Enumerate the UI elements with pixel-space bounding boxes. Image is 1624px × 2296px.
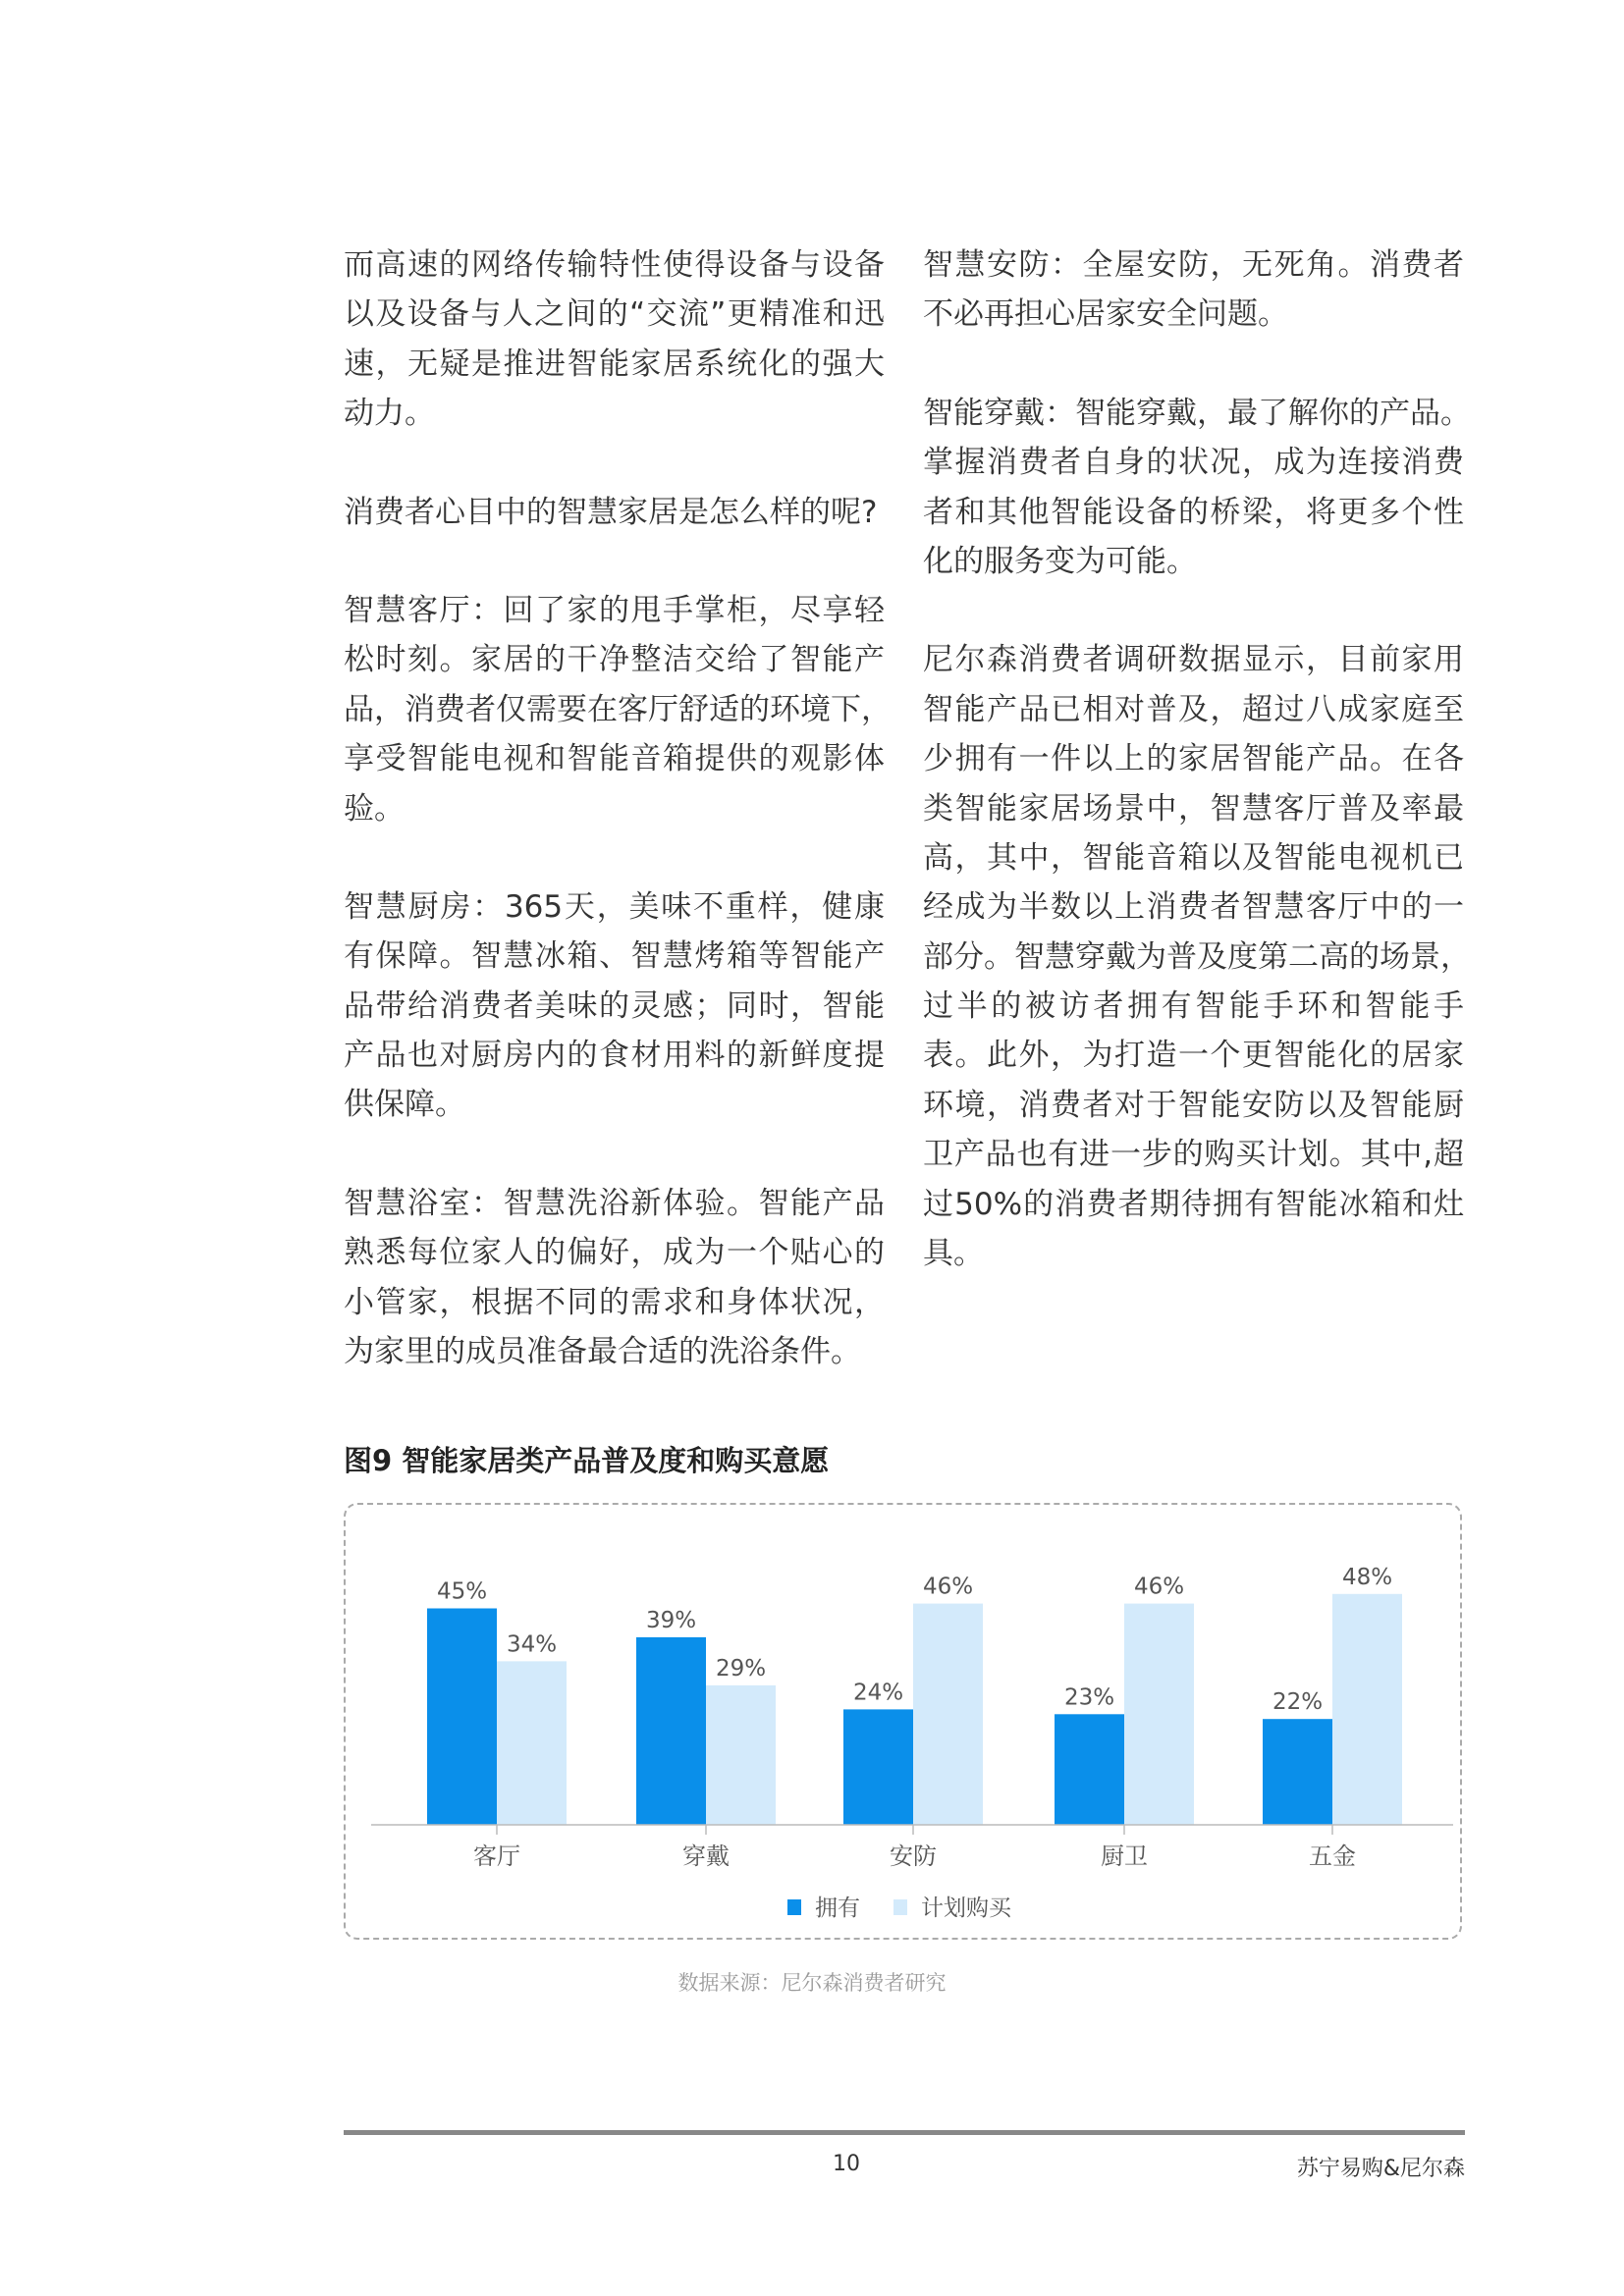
- bar-value-label: 48%: [1341, 1564, 1393, 1590]
- bar-planned: [497, 1661, 567, 1825]
- bar-value-label: 22%: [1272, 1689, 1324, 1716]
- text-line: 高，其中，智能音箱以及智能电视机已: [923, 839, 1464, 876]
- x-tick-label: 安防: [890, 1842, 937, 1870]
- left-text-column: [344, 240, 892, 1425]
- page-number: 10: [833, 2152, 860, 2176]
- text-line: 尼尔森消费者调研数据显示，目前家用: [923, 642, 1464, 678]
- text-line: 品，消费者仅需要在客厅舒适的环境下，: [344, 691, 892, 727]
- text-line: 松时刻。家居的干净整洁交给了智能产: [344, 642, 885, 678]
- paragraph: [923, 389, 1471, 587]
- x-tick-label: 厨卫: [1101, 1842, 1148, 1870]
- text-line: 产品也对厨房内的食材用料的新鲜度提: [344, 1038, 885, 1074]
- footer-divider: [344, 2130, 1465, 2135]
- bar-value-label: 46%: [922, 1574, 974, 1600]
- paragraph: [923, 635, 1471, 1278]
- text-line: 者和其他智能设备的桥梁，将更多个性: [923, 494, 1464, 530]
- text-line: 具。: [923, 1236, 984, 1272]
- text-line: 动力。: [344, 396, 435, 432]
- bar-value-label: 24%: [852, 1680, 904, 1706]
- bar-planned: [1124, 1604, 1194, 1825]
- bar-value-label: 29%: [715, 1655, 767, 1682]
- text-line: 智慧浴室：智慧洗浴新体验。智能产品: [344, 1185, 885, 1221]
- text-line: 掌握消费者自身的状况，成为连接消费: [923, 445, 1464, 481]
- text-line: 少拥有一件以上的家居智能产品。在各: [923, 741, 1464, 777]
- chart-frame: [344, 1503, 1462, 1940]
- paragraph: [923, 240, 1464, 340]
- bar-planned: [706, 1685, 776, 1825]
- text-line: 小管家，根据不同的需求和身体状况，: [344, 1284, 885, 1320]
- text-line: 而高速的网络传输特性使得设备与设备: [344, 247, 885, 283]
- bar-owned: [1055, 1714, 1124, 1825]
- right-text-column: [923, 240, 1471, 1327]
- text-line: 表。此外，为打造一个更智能化的居家: [923, 1038, 1464, 1074]
- text-line: 过50%的消费者期待拥有智能冰箱和灶: [923, 1186, 1464, 1222]
- data-source-note: 数据来源：尼尔森消费者研究: [677, 1971, 947, 1995]
- bar-value-label: 34%: [506, 1631, 558, 1658]
- paragraph: [344, 1179, 885, 1377]
- text-line: 环境，消费者对于智能安防以及智能厨: [923, 1087, 1464, 1123]
- text-line: 为家里的成员准备最合适的洗浴条件。: [344, 1334, 861, 1370]
- paragraph: [344, 488, 885, 537]
- bar-value-label: 45%: [436, 1578, 488, 1605]
- x-tick-label: 客厅: [473, 1842, 520, 1870]
- text-line: 品带给消费者美味的灵感；同时，智能: [344, 988, 885, 1024]
- legend-swatch: [893, 1899, 907, 1915]
- x-tick-label: 穿戴: [682, 1842, 730, 1870]
- text-line: 消费者心目中的智慧家居是怎么样的呢?: [344, 494, 878, 530]
- legend-label: 拥有: [815, 1896, 860, 1921]
- bar-value-label: 46%: [1133, 1574, 1185, 1600]
- paragraph: [344, 882, 885, 1130]
- text-line: 验。: [344, 790, 405, 827]
- footer-brand: 苏宁易购&尼尔森: [1296, 2157, 1465, 2181]
- paragraph: [344, 240, 885, 439]
- bar-owned: [636, 1637, 706, 1825]
- text-line: 不必再担心居家安全问题。: [923, 296, 1288, 333]
- bar-planned: [913, 1604, 983, 1825]
- figure-title: 图9 智能家居类产品普及度和购买意愿: [344, 1444, 830, 1477]
- bar-owned: [427, 1609, 497, 1826]
- bar-value-label: 23%: [1063, 1684, 1115, 1711]
- text-line: 类智能家居场景中，智慧客厅普及率最: [923, 790, 1464, 827]
- text-line: 部分。智慧穿戴为普及度第二高的场景，: [923, 938, 1471, 975]
- text-line: 熟悉每位家人的偏好，成为一个贴心的: [344, 1235, 885, 1271]
- bar-planned: [1332, 1594, 1402, 1825]
- text-line: 智能穿戴：智能穿戴，最了解你的产品。: [923, 395, 1471, 431]
- legend-label: 计划购买: [921, 1896, 1011, 1921]
- text-line: 享受智能电视和智能音箱提供的观影体: [344, 741, 885, 777]
- text-line: 智慧安防：全屋安防，无死角。消费者: [923, 247, 1464, 283]
- bar-value-label: 39%: [645, 1607, 697, 1633]
- text-line: 过半的被访者拥有智能手环和智能手: [923, 988, 1464, 1025]
- bar-owned: [1263, 1719, 1332, 1825]
- text-line: 经成为半数以上消费者智慧客厅中的一: [923, 889, 1464, 926]
- text-line: 以及设备与人之间的“交流”更精准和迅: [344, 296, 885, 333]
- text-line: 化的服务变为可能。: [923, 543, 1197, 579]
- legend-swatch: [787, 1899, 801, 1915]
- bar-chart: [346, 1505, 1464, 1942]
- bar-owned: [843, 1709, 913, 1825]
- text-line: 速，无疑是推进智能家居系统化的强大: [344, 346, 885, 382]
- text-line: 供保障。: [344, 1087, 465, 1123]
- text-line: 智能产品已相对普及，超过八成家庭至: [923, 691, 1464, 727]
- text-line: 卫产品也有进一步的购买计划。其中,超: [923, 1137, 1464, 1173]
- x-tick-label: 五金: [1309, 1842, 1356, 1870]
- text-line: 智慧厨房：365天，美味不重样，健康: [344, 888, 885, 925]
- paragraph: [344, 586, 892, 833]
- text-line: 有保障。智慧冰箱、智慧烤箱等智能产: [344, 938, 885, 975]
- text-line: 智慧客厅：回了家的甩手掌柜，尽享轻: [344, 592, 885, 628]
